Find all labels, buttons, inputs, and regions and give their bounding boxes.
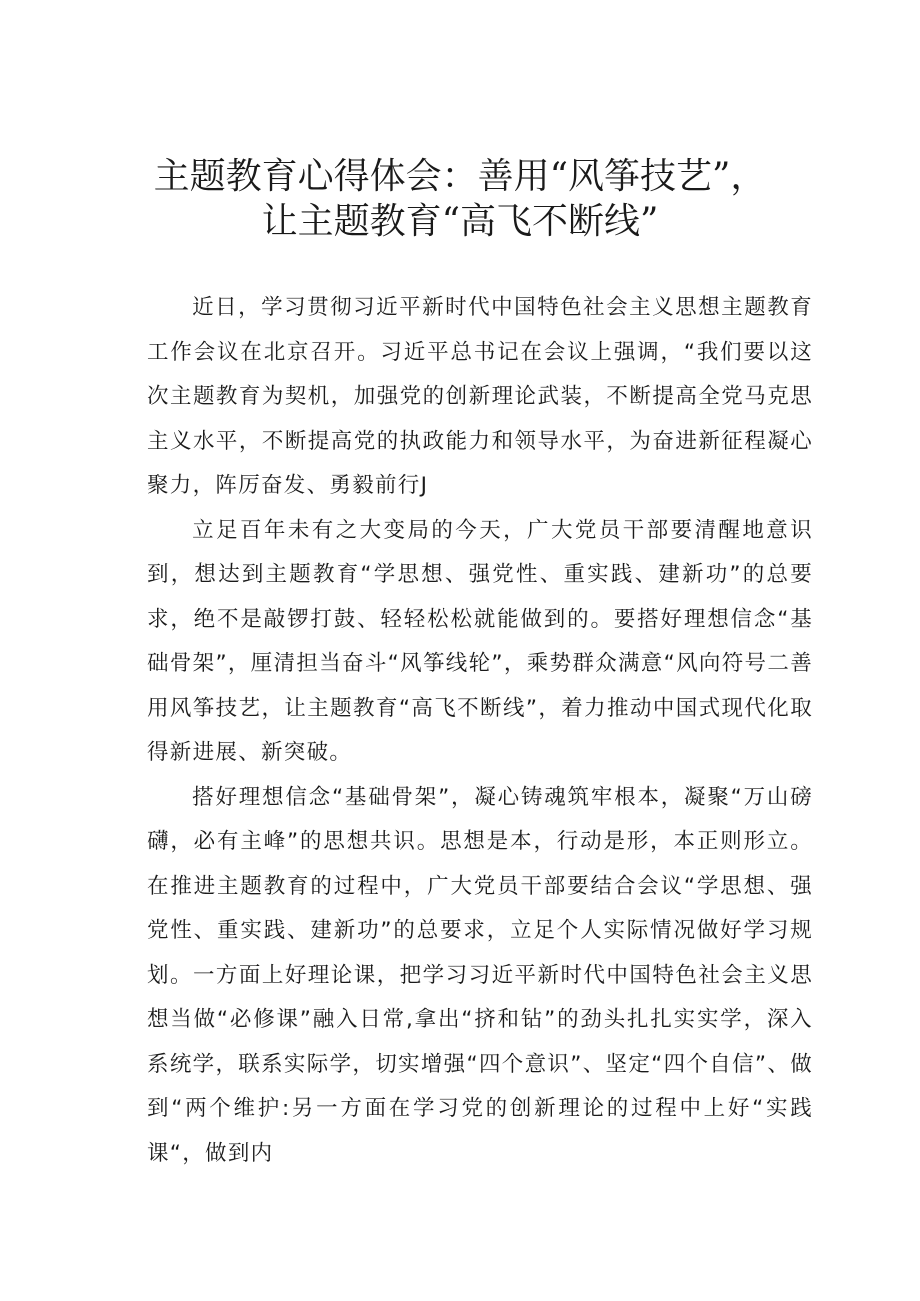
paragraph-3: 搭好理想信念“基础骨架”，凝心铸魂筑牢根本，凝聚“万山磅礴，必有主峰”的思想共识。思想是本，行动是形，本正则形立。在推进主题教育的过程中，广大党员干部要结合会议“学思想、强党性、重实践、建新功”的总要求，立足个人实际情况做好学习规划。一方面上好理论课，把学习习近平新时代中国特色社会主义思想当做“必修课”融入日常,拿出“挤和钻”的劲头扎扎实实学，深入系统学，联系实际学，切实增强“四个意识”、坚定“四个自信”、做到“两个维护:另一方面在学习党的创新理论的过程中上好“实践课“，做到内 (147, 784, 813, 1166)
document-body (147, 286, 813, 1176)
paragraph-2: 立足百年未有之大变局的今天，广大党员干部要清醒地意识到，想达到主题教育“学思想、强党性、重实践、建新功”的总要求，绝不是敲锣打鼓、轻轻松松就能做到的。要搭好理想信念“基础骨架”，厘清担当奋斗“风筝线轮”，乘势群众满意“风向符号二善用风筝技艺，让主题教育“高飞不断线”，着力推动中国式现代化取得新进展、新突破。 (147, 517, 813, 765)
document-title-line-2: 让主题教育“高飞不断线” (261, 201, 659, 242)
document-title-line-1: 主题教育心得体会：善用“风筝技艺”， (153, 156, 767, 197)
paragraph-1: 近日，学习贯彻习近平新时代中国特色社会主义思想主题教育工作会议在北京召开。习近平总书记在会议上强调，“我们要以这次主题教育为契机，加强党的创新理论武装，不断提高全党马克思主义水平，不断提高党的执政能力和领导水平，为奋进新征程凝心聚力，阵厉奋发、勇毅前行J (147, 295, 813, 498)
